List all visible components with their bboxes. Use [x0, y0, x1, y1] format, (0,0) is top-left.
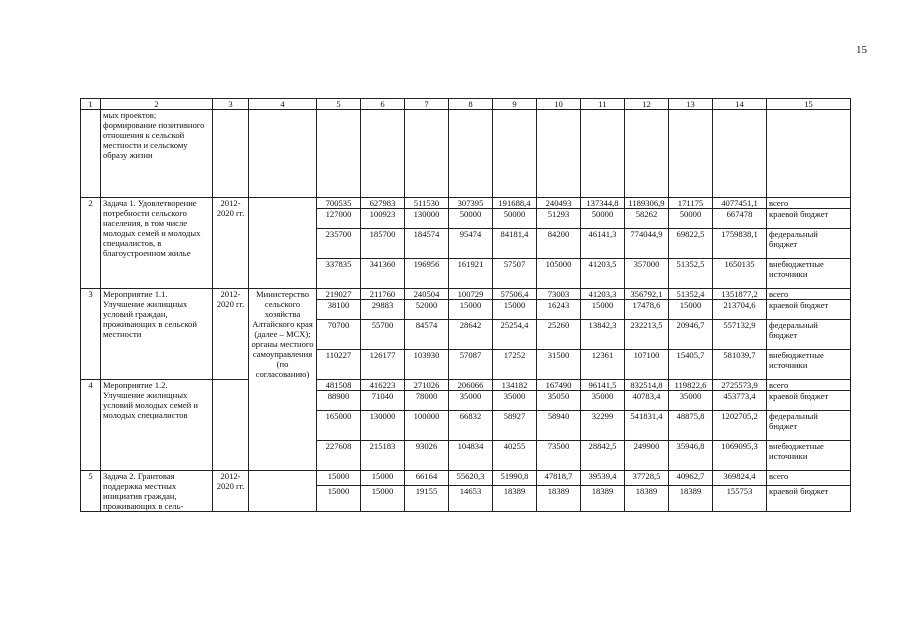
- value-cell: 52000: [405, 300, 449, 320]
- value-cell: 240504: [405, 289, 449, 300]
- value-cell: 215183: [361, 441, 405, 471]
- value-cell: 84181,4: [493, 229, 537, 259]
- value-cell: 167490: [537, 380, 581, 391]
- value-cell: 38100: [317, 300, 361, 320]
- value-cell: 511530: [405, 198, 449, 209]
- value-cell: 58940: [537, 411, 581, 441]
- value-cell: 119822,6: [669, 380, 713, 391]
- value-cell: 51293: [537, 209, 581, 229]
- funding-source: внебюджетные источники: [767, 259, 851, 289]
- page-number: 15: [856, 44, 867, 56]
- empty-cell: [361, 110, 405, 198]
- value-cell: 39539,4: [581, 471, 625, 486]
- value-cell: 219027: [317, 289, 361, 300]
- value-cell: 20946,7: [669, 320, 713, 350]
- value-cell: 35000: [669, 391, 713, 411]
- header-cell: 13: [669, 99, 713, 110]
- value-cell: 100729: [449, 289, 493, 300]
- value-cell: 32299: [581, 411, 625, 441]
- row-number: [81, 110, 101, 198]
- value-cell: 104834: [449, 441, 493, 471]
- value-cell: 240493: [537, 198, 581, 209]
- value-cell: 4077451,1: [713, 198, 767, 209]
- value-cell: 1202705,2: [713, 411, 767, 441]
- row-period: 2012-2020 гг.: [213, 471, 249, 512]
- value-cell: 185700: [361, 229, 405, 259]
- value-cell: 40783,4: [625, 391, 669, 411]
- value-cell: 134182: [493, 380, 537, 391]
- row-executor: [249, 471, 317, 512]
- header-cell: 3: [213, 99, 249, 110]
- row-name: Мероприятие 1.1. Улучшение жилищных условий граждан, проживающих в сельской местности: [101, 289, 213, 380]
- value-cell: 18389: [537, 485, 581, 511]
- value-cell: 55620,3: [449, 471, 493, 486]
- value-cell: 774044,9: [625, 229, 669, 259]
- row-period: [213, 380, 249, 471]
- value-cell: 196956: [405, 259, 449, 289]
- value-cell: 29883: [361, 300, 405, 320]
- row-number: 5: [81, 471, 101, 512]
- table-row: [81, 198, 851, 209]
- value-cell: 700535: [317, 198, 361, 209]
- value-cell: 84200: [537, 229, 581, 259]
- funding-source: краевой бюджет: [767, 209, 851, 229]
- value-cell: 15000: [449, 300, 493, 320]
- budget-table: [80, 98, 851, 512]
- empty-cell: [767, 110, 851, 198]
- value-cell: 15000: [669, 300, 713, 320]
- row-number: 4: [81, 380, 101, 471]
- value-cell: 57507: [493, 259, 537, 289]
- row-name: Задача 1. Удовлетворение потребности сельского населения, в том числе молодых семей и молодых специалистов, в благоустроенном жилье: [101, 198, 213, 289]
- header-cell: 12: [625, 99, 669, 110]
- value-cell: 2725573,9: [713, 380, 767, 391]
- value-cell: 127000: [317, 209, 361, 229]
- value-cell: 832514,8: [625, 380, 669, 391]
- value-cell: 453773,4: [713, 391, 767, 411]
- funding-source: краевой бюджет: [767, 485, 851, 511]
- empty-cell: [625, 110, 669, 198]
- value-cell: 15000: [317, 471, 361, 486]
- empty-cell: [449, 110, 493, 198]
- value-cell: 25254,4: [493, 320, 537, 350]
- continuation-row: [81, 110, 851, 198]
- value-cell: 416223: [361, 380, 405, 391]
- value-cell: 541831,4: [625, 411, 669, 441]
- row-executor: Министерство сельского хозяйства Алтайского края (далее – МСХ); органы местного самоуправления (по согласованию): [249, 289, 317, 471]
- value-cell: 18389: [581, 485, 625, 511]
- value-cell: 41203,3: [581, 289, 625, 300]
- value-cell: 627983: [361, 198, 405, 209]
- funding-source: краевой бюджет: [767, 300, 851, 320]
- empty-cell: [537, 110, 581, 198]
- header-cell: 2: [101, 99, 213, 110]
- header-cell: 10: [537, 99, 581, 110]
- table-row: [81, 380, 851, 391]
- value-cell: 57506,4: [493, 289, 537, 300]
- empty-cell: [713, 110, 767, 198]
- value-cell: 307395: [449, 198, 493, 209]
- value-cell: 28642: [449, 320, 493, 350]
- value-cell: 15000: [317, 485, 361, 511]
- value-cell: 137344,8: [581, 198, 625, 209]
- value-cell: 16243: [537, 300, 581, 320]
- empty-cell: [317, 110, 361, 198]
- value-cell: 66164: [405, 471, 449, 486]
- value-cell: 35000: [581, 391, 625, 411]
- value-cell: 171175: [669, 198, 713, 209]
- value-cell: 50000: [449, 209, 493, 229]
- table-row: [81, 471, 851, 486]
- value-cell: 107100: [625, 350, 669, 380]
- value-cell: 50000: [669, 209, 713, 229]
- value-cell: 25260: [537, 320, 581, 350]
- value-cell: 19155: [405, 485, 449, 511]
- value-cell: 50000: [493, 209, 537, 229]
- value-cell: 1650135: [713, 259, 767, 289]
- funding-source: всего: [767, 289, 851, 300]
- value-cell: 1351877,2: [713, 289, 767, 300]
- value-cell: 130000: [405, 209, 449, 229]
- funding-source: всего: [767, 198, 851, 209]
- header-cell: 7: [405, 99, 449, 110]
- value-cell: 105000: [537, 259, 581, 289]
- header-cell: 9: [493, 99, 537, 110]
- value-cell: 357000: [625, 259, 669, 289]
- row-number: 2: [81, 198, 101, 289]
- value-cell: 35000: [493, 391, 537, 411]
- funding-source: внебюджетные источники: [767, 350, 851, 380]
- value-cell: 341360: [361, 259, 405, 289]
- value-cell: 232213,5: [625, 320, 669, 350]
- value-cell: 17478,6: [625, 300, 669, 320]
- value-cell: 73500: [537, 441, 581, 471]
- value-cell: 249900: [625, 441, 669, 471]
- value-cell: 126177: [361, 350, 405, 380]
- value-cell: 12361: [581, 350, 625, 380]
- empty-cell: [405, 110, 449, 198]
- row-name: Задача 2. Грантовая поддержка местных инициатив граждан, проживающих в сель-: [101, 471, 213, 512]
- value-cell: 271026: [405, 380, 449, 391]
- value-cell: 57087: [449, 350, 493, 380]
- value-cell: 337835: [317, 259, 361, 289]
- value-cell: 155753: [713, 485, 767, 511]
- row-period: 2012-2020 гг.: [213, 289, 249, 380]
- value-cell: 227608: [317, 441, 361, 471]
- value-cell: 213704,6: [713, 300, 767, 320]
- value-cell: 96141,5: [581, 380, 625, 391]
- value-cell: 206066: [449, 380, 493, 391]
- value-cell: 71040: [361, 391, 405, 411]
- value-cell: 18389: [625, 485, 669, 511]
- value-cell: 35946,8: [669, 441, 713, 471]
- value-cell: 17252: [493, 350, 537, 380]
- row-name: Мероприятие 1.2. Улучшение жилищных условий молодых семей и молодых специалистов: [101, 380, 213, 471]
- funding-source: краевой бюджет: [767, 391, 851, 411]
- value-cell: 103930: [405, 350, 449, 380]
- funding-source: федеральный бюджет: [767, 411, 851, 441]
- row-executor: [249, 198, 317, 289]
- empty-cell: [669, 110, 713, 198]
- value-cell: 58262: [625, 209, 669, 229]
- value-cell: 95474: [449, 229, 493, 259]
- value-cell: 28842,5: [581, 441, 625, 471]
- empty-cell: [249, 110, 317, 198]
- row-name: мых проектов; формирование позитивного отношения к сельской местности и сельскому образу жизни: [101, 110, 213, 198]
- header-cell: 5: [317, 99, 361, 110]
- funding-source: федеральный бюджет: [767, 229, 851, 259]
- funding-source: федеральный бюджет: [767, 320, 851, 350]
- header-row: [81, 99, 851, 110]
- value-cell: 13842,3: [581, 320, 625, 350]
- value-cell: 31500: [537, 350, 581, 380]
- value-cell: 46141,3: [581, 229, 625, 259]
- budget-table-sheet: [80, 98, 850, 574]
- value-cell: 356792,1: [625, 289, 669, 300]
- value-cell: 51352,5: [669, 259, 713, 289]
- value-cell: 581039,7: [713, 350, 767, 380]
- value-cell: 15000: [493, 300, 537, 320]
- value-cell: 211760: [361, 289, 405, 300]
- value-cell: 37728,5: [625, 471, 669, 486]
- value-cell: 84574: [405, 320, 449, 350]
- value-cell: 40962,7: [669, 471, 713, 486]
- value-cell: 48875,8: [669, 411, 713, 441]
- funding-source: внебюджетные источники: [767, 441, 851, 471]
- value-cell: 41203,5: [581, 259, 625, 289]
- value-cell: 1189306,9: [625, 198, 669, 209]
- row-period: 2012-2020 гг.: [213, 198, 249, 289]
- header-cell: 1: [81, 99, 101, 110]
- value-cell: 35050: [537, 391, 581, 411]
- header-cell: 4: [249, 99, 317, 110]
- row-number: 3: [81, 289, 101, 380]
- value-cell: 88900: [317, 391, 361, 411]
- value-cell: 15000: [581, 300, 625, 320]
- value-cell: 165000: [317, 411, 361, 441]
- value-cell: 100000: [405, 411, 449, 441]
- header-cell: 8: [449, 99, 493, 110]
- value-cell: 18389: [493, 485, 537, 511]
- value-cell: 93026: [405, 441, 449, 471]
- empty-cell: [581, 110, 625, 198]
- funding-source: всего: [767, 380, 851, 391]
- funding-source: всего: [767, 471, 851, 486]
- value-cell: 51352,4: [669, 289, 713, 300]
- header-cell: 11: [581, 99, 625, 110]
- value-cell: 66832: [449, 411, 493, 441]
- value-cell: 14653: [449, 485, 493, 511]
- value-cell: 18389: [669, 485, 713, 511]
- value-cell: 110227: [317, 350, 361, 380]
- value-cell: 235700: [317, 229, 361, 259]
- value-cell: 69822,5: [669, 229, 713, 259]
- value-cell: 73003: [537, 289, 581, 300]
- value-cell: 1069095,3: [713, 441, 767, 471]
- value-cell: 50000: [581, 209, 625, 229]
- header-cell: 6: [361, 99, 405, 110]
- value-cell: 78000: [405, 391, 449, 411]
- value-cell: 47818,7: [537, 471, 581, 486]
- value-cell: 58927: [493, 411, 537, 441]
- empty-cell: [213, 110, 249, 198]
- empty-cell: [493, 110, 537, 198]
- value-cell: 15405,7: [669, 350, 713, 380]
- value-cell: 557132,9: [713, 320, 767, 350]
- value-cell: 100923: [361, 209, 405, 229]
- value-cell: 35000: [449, 391, 493, 411]
- value-cell: 55700: [361, 320, 405, 350]
- table-row: [81, 289, 851, 300]
- value-cell: 369824,4: [713, 471, 767, 486]
- header-cell: 15: [767, 99, 851, 110]
- value-cell: 15000: [361, 485, 405, 511]
- header-cell: 14: [713, 99, 767, 110]
- value-cell: 40255: [493, 441, 537, 471]
- value-cell: 481508: [317, 380, 361, 391]
- value-cell: 667478: [713, 209, 767, 229]
- value-cell: 184574: [405, 229, 449, 259]
- value-cell: 51990,8: [493, 471, 537, 486]
- value-cell: 15000: [361, 471, 405, 486]
- value-cell: 191688,4: [493, 198, 537, 209]
- value-cell: 1759838,1: [713, 229, 767, 259]
- value-cell: 70700: [317, 320, 361, 350]
- value-cell: 130000: [361, 411, 405, 441]
- value-cell: 161921: [449, 259, 493, 289]
